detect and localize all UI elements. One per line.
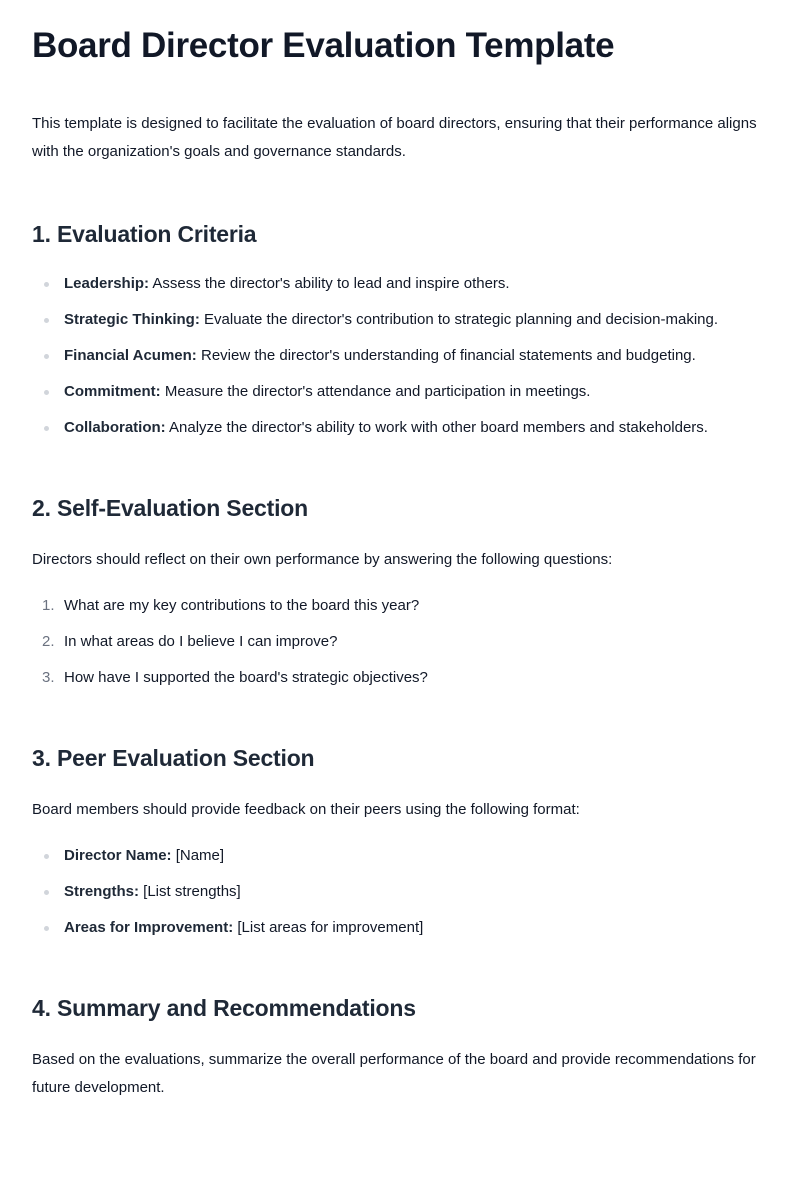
section-evaluation-criteria — [32, 218, 768, 440]
bullet-icon — [44, 890, 49, 895]
item-text: [List areas for improvement] — [233, 919, 424, 936]
list-item — [32, 844, 768, 868]
list-item — [32, 308, 768, 332]
item-text: Review the director's understanding of financial statements and budgeting. — [196, 347, 696, 364]
section-summary — [32, 992, 768, 1102]
summary-paragraph: Based on the evaluations, summarize the overall performance of the board and provide recommendations for future development. — [32, 1051, 756, 1096]
list-item — [32, 416, 768, 440]
peer-format-list — [32, 844, 768, 940]
list-item — [32, 272, 768, 296]
bullet-icon — [44, 318, 49, 323]
item-term: Leadership: — [64, 275, 150, 292]
bullet-icon — [44, 854, 49, 859]
section-heading: 3. Peer Evaluation Section — [32, 745, 315, 771]
item-text: Measure the director's attendance and participation in meetings. — [160, 383, 591, 400]
list-item — [32, 666, 768, 690]
item-number: 1. — [42, 597, 55, 614]
bullet-icon — [44, 390, 49, 395]
item-number: 3. — [42, 669, 55, 686]
item-term: Commitment: — [64, 383, 161, 400]
list-item — [32, 380, 768, 404]
item-text: How have I supported the board's strategic objectives? — [64, 669, 428, 686]
bullet-icon — [44, 426, 49, 431]
section-heading: 2. Self-Evaluation Section — [32, 495, 308, 521]
criteria-list — [32, 272, 768, 440]
questions-list — [32, 594, 768, 690]
item-text: Analyze the director's ability to work with other board members and stakeholders. — [165, 419, 708, 436]
item-term: Strategic Thinking: — [64, 311, 200, 328]
item-term: Director Name: — [64, 847, 172, 864]
section-lead: Board members should provide feedback on their peers using the following format: — [32, 801, 580, 818]
item-text: In what areas do I believe I can improve? — [64, 633, 338, 650]
bullet-icon — [44, 926, 49, 931]
section-lead: Directors should reflect on their own performance by answering the following questions: — [32, 551, 613, 568]
section-self-evaluation — [32, 492, 768, 690]
item-term: Financial Acumen: — [64, 347, 197, 364]
item-text: Evaluate the director's contribution to strategic planning and decision-making. — [199, 311, 719, 328]
page-title: Board Director Evaluation Template — [32, 26, 615, 65]
item-text: Assess the director's ability to lead and inspire others. — [149, 275, 510, 292]
bullet-icon — [44, 282, 49, 287]
list-item — [32, 916, 768, 940]
list-item — [32, 344, 768, 368]
intro-paragraph: This template is designed to facilitate the evaluation of board directors, ensuring that their performance aligns with the organization's goals and governance standards. — [32, 115, 757, 160]
item-term: Collaboration: — [64, 419, 166, 436]
list-item — [32, 594, 768, 618]
list-item — [32, 880, 768, 904]
item-term: Areas for Improvement: — [64, 919, 234, 936]
item-number: 2. — [42, 633, 55, 650]
section-peer-evaluation — [32, 742, 768, 940]
list-item — [32, 630, 768, 654]
item-term: Strengths: — [64, 883, 139, 900]
section-heading: 1. Evaluation Criteria — [32, 221, 257, 247]
item-text: [List strengths] — [139, 883, 241, 900]
item-text: [Name] — [171, 847, 225, 864]
item-text: What are my key contributions to the board this year? — [64, 597, 420, 614]
bullet-icon — [44, 354, 49, 359]
section-heading: 4. Summary and Recommendations — [32, 995, 416, 1021]
